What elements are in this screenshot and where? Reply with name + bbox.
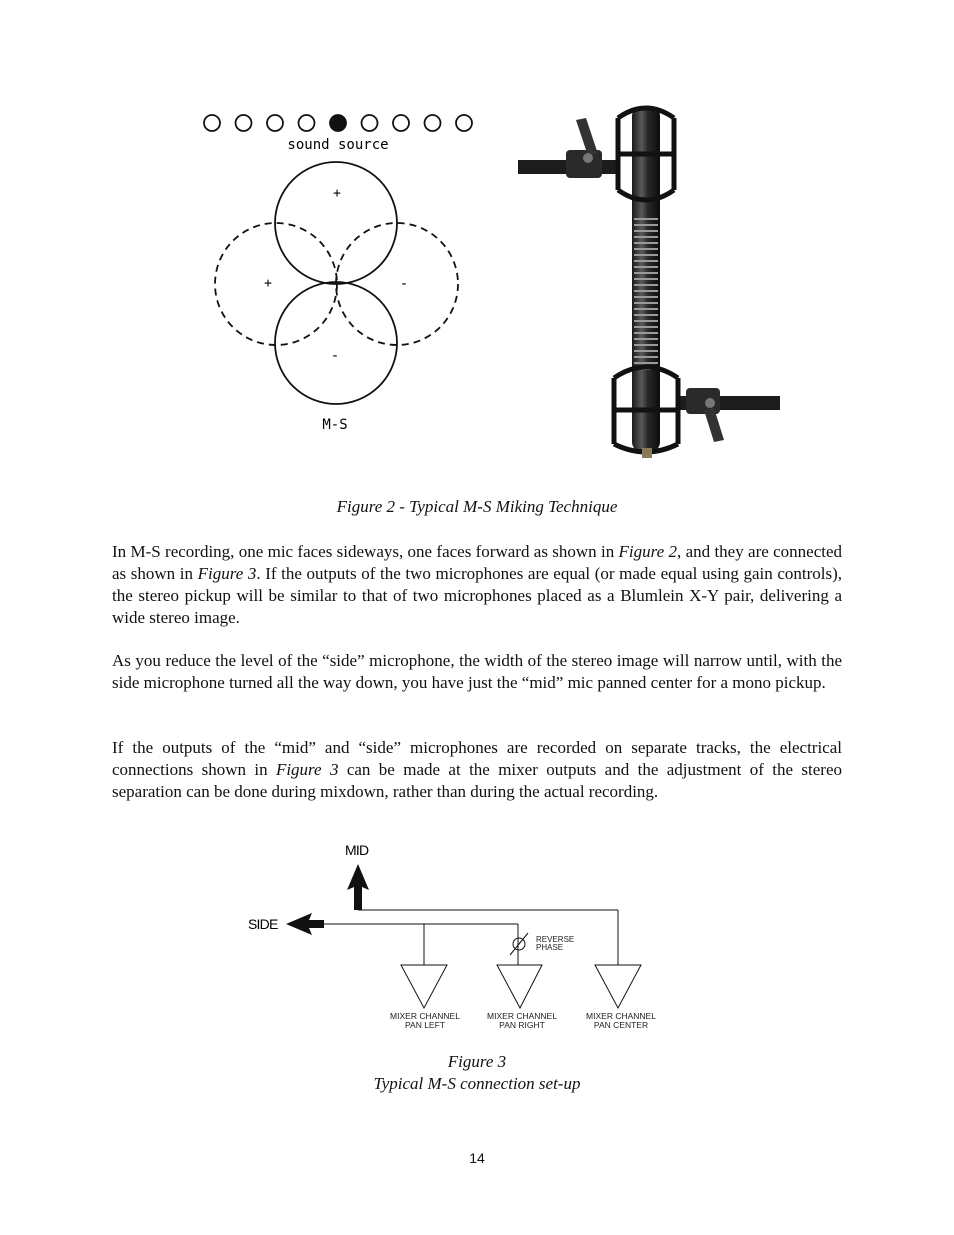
channel-right-label-line2: PAN RIGHT <box>499 1020 545 1030</box>
paragraph-text-run: In M-S recording, one mic faces sideways, one faces forward as shown in <box>112 542 619 561</box>
mid-arrow-icon <box>347 864 369 910</box>
grille-stripe <box>634 290 658 292</box>
grille-stripe <box>634 296 658 298</box>
grille-stripe <box>634 332 658 334</box>
ms-polar-pattern-diagram <box>190 100 500 445</box>
grille-stripe <box>634 260 658 262</box>
paragraph-reduce-side-level <box>112 650 842 694</box>
channel-right-label-line1: MIXER CHANNEL <box>487 1011 557 1021</box>
figure-reference: Figure 3 <box>197 564 257 583</box>
grille-stripe <box>634 326 658 328</box>
grille-stripe <box>634 218 658 220</box>
figure-3-caption-title: Figure 3 <box>447 1052 507 1071</box>
figure-reference: Figure 3 <box>275 760 339 779</box>
ms-connection-diagram <box>240 838 670 1038</box>
sound-source-dots <box>204 115 472 131</box>
grille-stripe <box>634 356 658 358</box>
sound-source-dot <box>299 115 315 131</box>
channel-left-label-line2: PAN LEFT <box>405 1020 445 1030</box>
grille-stripe <box>634 350 658 352</box>
side-right-polarity: - <box>399 276 409 292</box>
figure-reference: Figure 2 <box>618 542 677 561</box>
grille-stripe <box>634 230 658 232</box>
paragraph-text-run: If the outputs of the “mid” and “side” microphones are recorded on separate tracks, the electrical connections shown in <box>112 738 842 779</box>
mixer-channel-right-icon <box>497 965 542 1008</box>
reverse-phase-symbol-icon <box>510 933 528 955</box>
mixer-channel-center-icon <box>595 965 641 1008</box>
grille-stripe <box>634 284 658 286</box>
mid-label: MID <box>345 842 369 858</box>
sound-source-dot <box>267 115 283 131</box>
grille-stripe <box>634 338 658 340</box>
grille-stripe <box>634 278 658 280</box>
reverse-phase-label-line1: REVERSE <box>536 935 575 944</box>
ms-pattern-label: M-S <box>322 417 348 433</box>
grille-stripe <box>634 320 658 322</box>
grille-stripe <box>634 224 658 226</box>
paragraph-text-run: , and they are connected as shown in <box>112 542 843 583</box>
paragraph-ms-recording <box>112 541 842 629</box>
mid-rear-polarity: - <box>330 348 340 364</box>
grille-stripe <box>634 254 658 256</box>
page-number: 14 <box>469 1150 485 1166</box>
ribbon-microphone-in-shockmount-icon <box>518 98 780 460</box>
grille-stripe <box>634 266 658 268</box>
side-left-polarity: + <box>264 276 272 291</box>
sound-source-dot <box>456 115 472 131</box>
sound-source-dot <box>425 115 441 131</box>
sound-source-dot <box>393 115 409 131</box>
channel-left-label-line1: MIXER CHANNEL <box>390 1011 460 1021</box>
sound-source-dot <box>236 115 252 131</box>
grille-stripe <box>634 362 658 364</box>
active-sound-source-dot <box>330 115 346 131</box>
grille-stripe <box>634 248 658 250</box>
grille-stripe <box>634 308 658 310</box>
grille-stripe <box>634 242 658 244</box>
grille-stripe <box>634 272 658 274</box>
mixer-channel-left-icon <box>401 965 447 1008</box>
sound-source-label: sound source <box>287 137 389 153</box>
paragraph-separate-tracks <box>112 737 842 803</box>
channel-center-label-line1: MIXER CHANNEL <box>586 1011 656 1021</box>
grille-stripe <box>634 314 658 316</box>
sound-source-dot <box>204 115 220 131</box>
side-label: SIDE <box>248 916 278 932</box>
side-arrow-icon <box>286 913 324 935</box>
figure-3-caption-subtitle: Typical M-S connection set-up <box>373 1074 581 1093</box>
paragraph-text-run: As you reduce the level of the “side” microphone, the width of the stereo image will narrow until, with the side microphone turned all the way down, you have just the “mid” mic panned center for a mono pickup. <box>112 651 842 692</box>
mid-front-polarity: + <box>333 186 341 201</box>
figure-2-caption: Figure 2 - Typical M-S Miking Technique <box>336 497 618 516</box>
reverse-phase-label-line2: PHASE <box>536 943 564 952</box>
channel-center-label-line2: PAN CENTER <box>593 1020 649 1030</box>
mid-front-lobe <box>275 162 397 284</box>
grille-stripe <box>634 302 658 304</box>
sound-source-dot <box>362 115 378 131</box>
grille-stripe <box>634 236 658 238</box>
grille-stripe <box>634 344 658 346</box>
paragraph-text-run: can be made at the mixer outputs and the adjustment of the stereo separation can be done during mixdown, rather than during the actual recording. <box>112 760 842 801</box>
paragraph-text-run: . If the outputs of the two microphones are equal (or made equal using gain controls), the stereo pickup will be similar to that of two microphones placed as a Blumlein X-Y pair, delivering a wide stereo image. <box>112 564 843 627</box>
